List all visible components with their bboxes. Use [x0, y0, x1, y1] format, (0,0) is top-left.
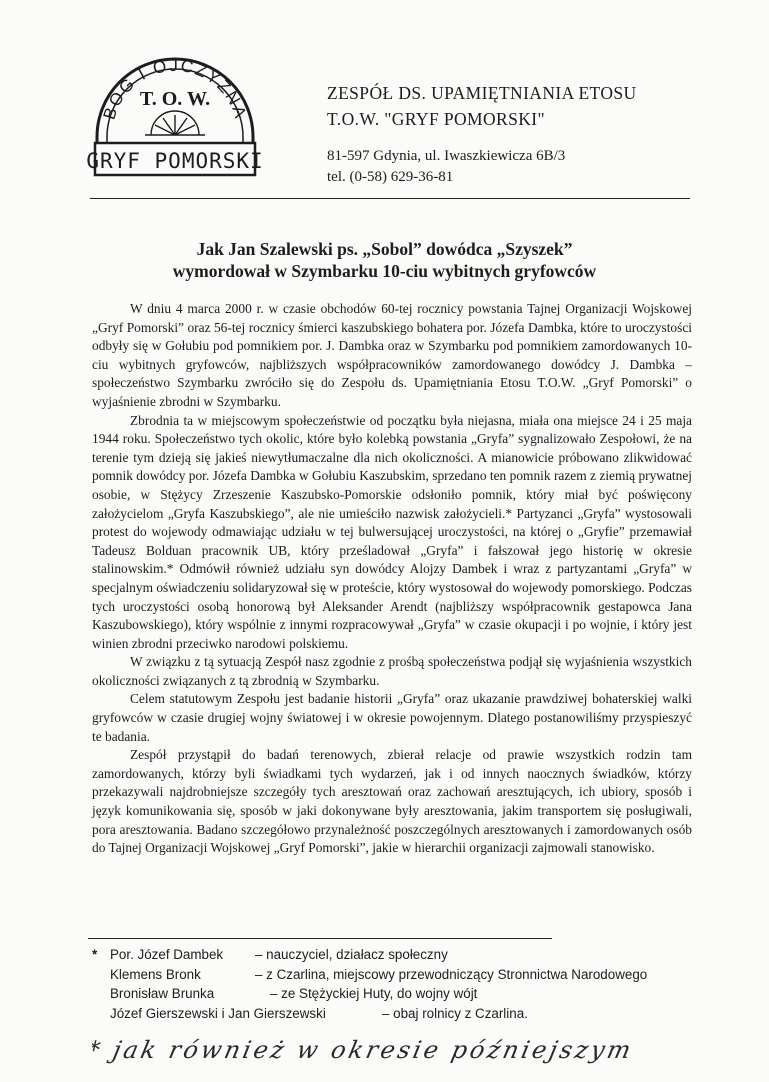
paragraph: W dniu 4 marca 2000 r. w czasie obchodów 60-tej rocznicy powstania Tajnej Organizacji Wojskowej „Gryf Pomorski” oraz 56-tej rocznicy śmierci kaszubskiego bohatera por. Józefa Dambka, które to uroczystości odbyły się w Gołubiu pod pomnikiem por. J. Dambka oraz w Szymbarku pod pomnikiem zamordowanych 10-ciu wybitnych gryfowców, najbliższych współpracowników zamordowanego dowódcy J. Dambka – społeczeństwo Szymbarku zwróciło się do Zespołu ds. Upamiętniania Etosu T.O.W. „Gryf Pomorski” o wyjaśnienie zbrodni w Szymbarku.: [92, 301, 692, 409]
paragraph: Celem statutowym Zespołu jest badanie historii „Gryfa” oraz ukazanie prawdziwej bohaterskiej walki gryfowców w czasie drugiej wojny światowej i w okresie powojennym. Dlatego postanowiliśmy przyspieszyć te badania.: [92, 691, 692, 744]
footnote-row: [92, 984, 647, 1004]
footnote-desc: – nauczyciel, działacz społeczny: [255, 947, 448, 962]
footnote-desc: – obaj rolnicy z Czarlina.: [382, 1005, 528, 1021]
footnote-row: [92, 965, 647, 985]
logo-stamp-icon: [85, 45, 265, 180]
footnote-row: [92, 1004, 647, 1024]
org-name-line1: ZESPÓŁ DS. UPAMIĘTNIANIA ETOSU: [327, 83, 637, 103]
handwriting-icon: [92, 1030, 732, 1070]
title-line1: Jak Jan Szalewski ps. „Sobol” dowódca „Szyszek”: [196, 239, 573, 259]
header-divider: [90, 198, 690, 199]
paragraph: W związku z tą sytuacją Zespół nasz zgodnie z prośbą społeczeństwa podjął się wyjaśnienia wszystkich okoliczności związanych z tą zbrodnią w Szymbarku.: [92, 654, 692, 688]
footnote-desc: – ze Stężyckiej Huty, do wojny wójt: [270, 986, 478, 1001]
footnote-name: Józef Gierszewski i Jan Gierszewski: [110, 1005, 326, 1021]
footnote-name: Klemens Bronk: [110, 966, 201, 982]
logo-initials: T. O. W.: [139, 88, 211, 110]
footnote-row: [92, 945, 647, 965]
letterhead: [327, 80, 637, 188]
footnote-name: Por. Józef Dambek: [110, 947, 224, 962]
logo-name: GRYF POMORSKI: [86, 149, 264, 173]
org-name-line2: T.O.W. "GRYF POMORSKI": [327, 109, 546, 129]
gryf-pomorski-logo: [85, 45, 265, 180]
document-body: [92, 300, 692, 858]
document-title: [0, 238, 769, 282]
paragraph: Zespół przystąpił do badań terenowych, zbierał relacje od prawie wszystkich rodzin tam zamordowanych, którzy byli świadkami tych wydarzeń, jak i od innych naocznych świadków, którzy przekazywali najdrobniejsze szczegóły tych aresztowań oraz zachowań aresztujących, ich ubiory, sposób i język komunikowania się, sposób w jaki dokonywane były aresztowania, jakim transportem się posługiwali, pora aresztowania. Badano szczegółowo przynależność poszczególnych aresztowanych i zamordowanych osób do Tajnej Organizacji Wojskowej „Gryf Pomorski”, jakie w hierarchii organizacji zajmowali stanowisko.: [92, 747, 692, 856]
sunrise-icon: [145, 111, 205, 135]
title-line2: wymordował w Szymbarku 10-ciu wybitnych gryfowców: [172, 261, 597, 281]
footnote-divider: [88, 938, 552, 939]
handwritten-note: [92, 1030, 732, 1070]
org-phone: tel. (0-58) 629-36-81: [327, 169, 454, 185]
handwritten-note-text: * jak również w okresie późniejszym: [92, 1035, 637, 1064]
org-address: 81-597 Gdynia, ul. Iwaszkiewicza 6B/3: [327, 148, 566, 164]
logo-arc-text: BÓG I OJCZYZNA: [99, 55, 251, 122]
footnote-name: Bronisław Brunka: [110, 986, 215, 1001]
footnotes: [92, 945, 647, 1023]
footnote-desc: – z Czarlina, miejscowy przewodniczący Stronnictwa Narodowego: [255, 966, 648, 982]
footnote-marker: *: [92, 947, 98, 962]
paragraph: Zbrodnia ta w miejscowym społeczeństwie od początku była niejasna, miała ona miejsce 24 i 25 maja 1944 roku. Społeczeństwo tych okolic, które było kolebką powstania „Gryfa” sygnalizowało Zespołowi, że na terenie tym dzieją się jakieś niewytłumaczalne dla nich okoliczności. A mianowicie próbowano zlikwidować pomnik dowódcy por. Józefa Dambka w Gołubiu Kaszubskim, sprzedano ten pomnik razem z ziemią prywatnej osobie, w Stężycy Zrzeszenie Kaszubsko-Pomorskie odsłoniło pomnik, który miał być poświęcony założycielom „Gryfa Kaszubskiego”, ale nie umieściło nazwisk założycieli.* Partyzanci „Gryfa” wystosowali protest do wojewody odmawiając udziału w tej bulwersującej uroczystości, na której o „Gryfie” przemawiał Tadeusz Bolduan pracownik UB, który prześladował „Gryfa” i fałszował jego historię w okresie stalinowskim.* Odmówił również udziału syn dowódcy Alojzy Dambek i wraz z partyzantami „Gryfa” w specjalnym oświadczeniu solidaryzował się w proteście, który wystosował do wojewody pomorskiego. Podczas tych uroczystości osobą honorową był Aleksander Arendt (najbliższy współpracownik gestapowca Jana Kaszubowskiego), który wspólnie z innymi rozpracowywał „Gryfa” w czasie okupacji i po wojnie, i który jest winien zbrodni przeciwko narodowi polskiemu.: [92, 412, 692, 651]
